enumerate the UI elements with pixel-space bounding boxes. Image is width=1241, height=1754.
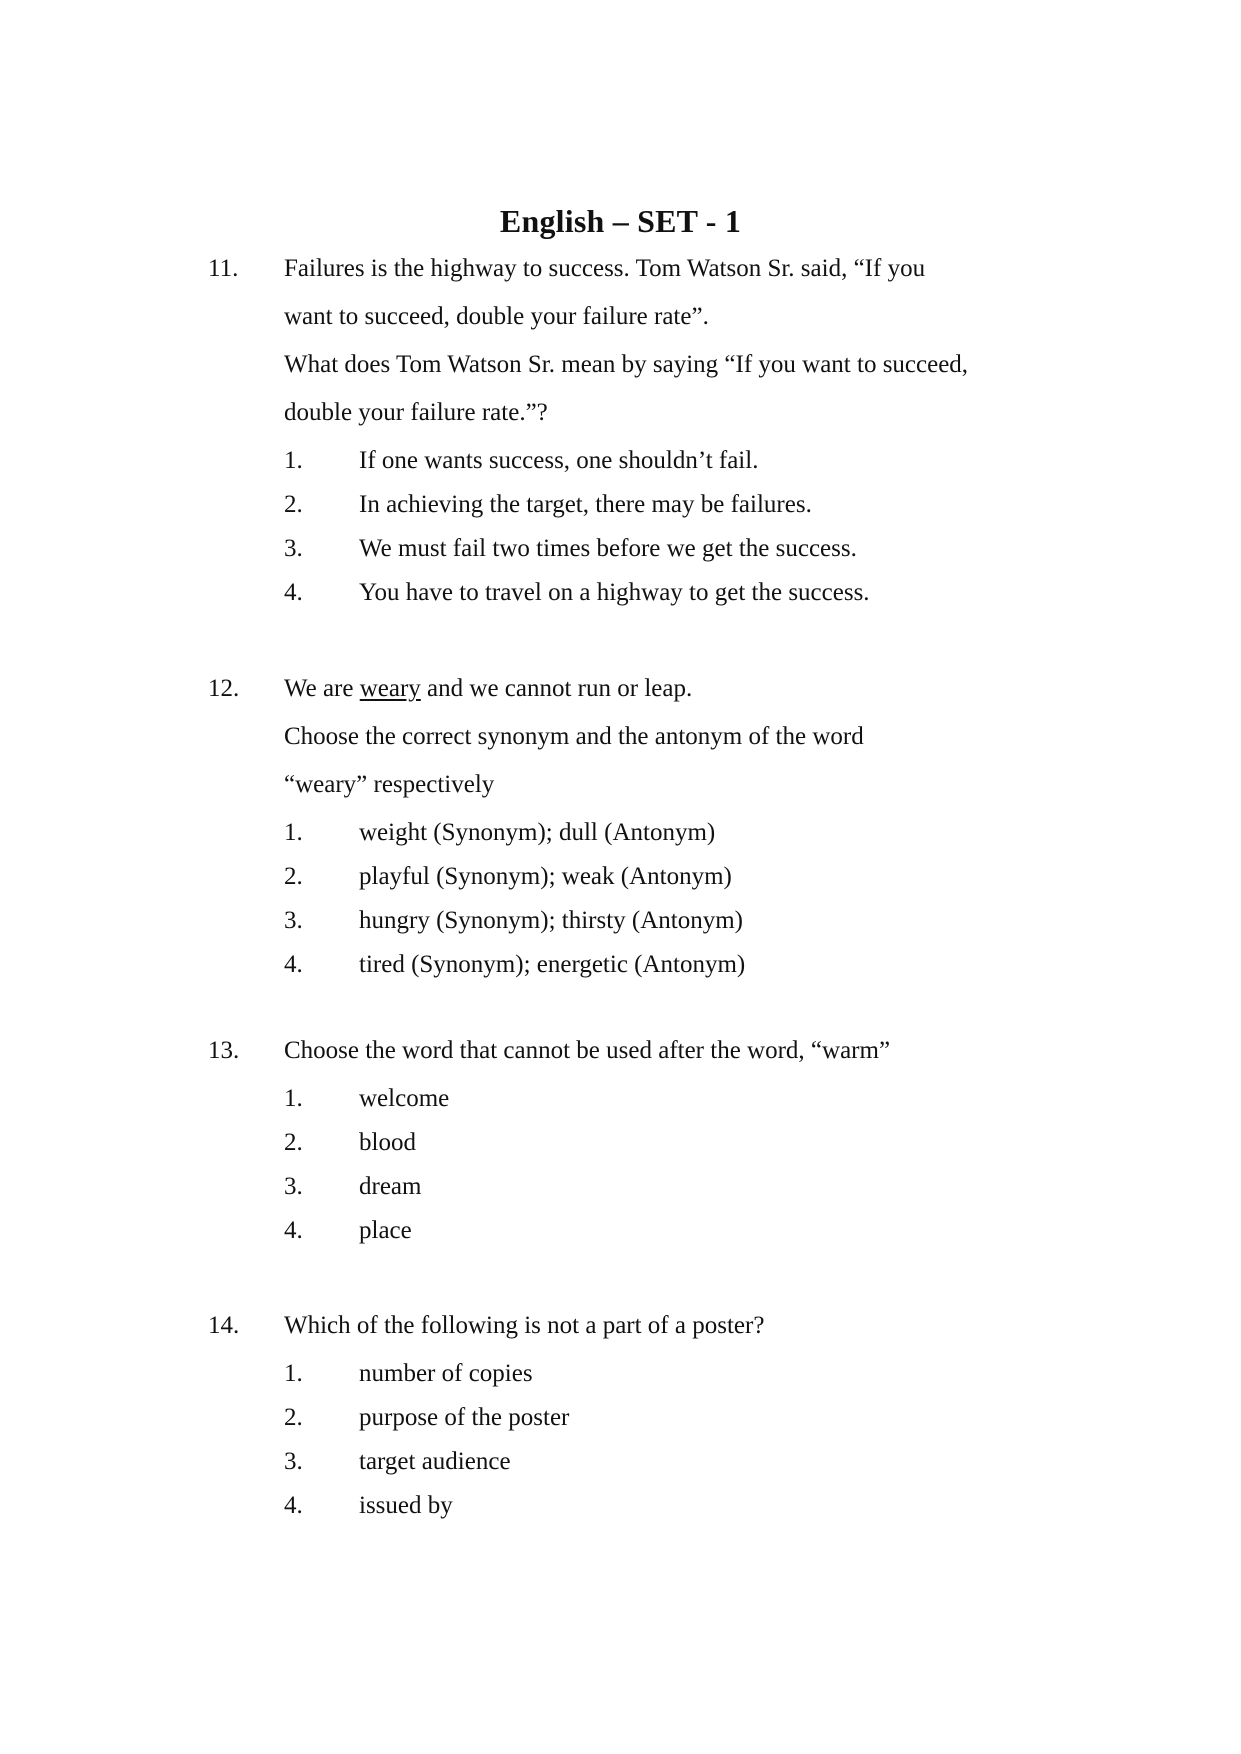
option-number: 4. <box>284 579 303 606</box>
option-number: 1. <box>284 819 303 846</box>
option-text: purpose of the poster <box>359 1404 570 1431</box>
option-number: 2. <box>284 491 303 518</box>
option-text: welcome <box>359 1085 450 1112</box>
option-text: target audience <box>359 1448 511 1475</box>
question-text-line: Failures is the highway to success. Tom Watson Sr. said, “If you <box>284 255 926 282</box>
option-text: weight (Synonym); dull (Antonym) <box>359 819 716 846</box>
option-text: number of copies <box>359 1360 533 1387</box>
question-text-line: “weary” respectively <box>284 771 495 798</box>
option-text: You have to travel on a highway to get the success. <box>359 579 870 606</box>
option-text: We must fail two times before we get the success. <box>359 535 857 562</box>
option-number: 2. <box>284 863 303 890</box>
question-number: 13. <box>208 1037 240 1064</box>
option-text: dream <box>359 1173 422 1200</box>
option-text: In achieving the target, there may be failures. <box>359 491 812 518</box>
question-number: 11. <box>208 255 239 282</box>
question-text-line: Which of the following is not a part of a poster? <box>284 1312 765 1339</box>
question-text-line: What does Tom Watson Sr. mean by saying “If you want to succeed, <box>284 351 969 378</box>
option-text: blood <box>359 1129 416 1156</box>
option-text: hungry (Synonym); thirsty (Antonym) <box>359 907 744 934</box>
option-text: playful (Synonym); weak (Antonym) <box>359 863 732 890</box>
option-number: 1. <box>284 1085 303 1112</box>
underlined-word: weary <box>359 675 421 702</box>
question-text-line: Choose the correct synonym and the antonym of the word <box>284 723 864 750</box>
question-number: 14. <box>208 1312 240 1339</box>
option-number: 3. <box>284 907 303 934</box>
question-text-segment: and we cannot run or leap. <box>420 675 693 702</box>
option-number: 3. <box>284 1173 303 1200</box>
question-text-segment: We are <box>284 675 360 702</box>
option-text: tired (Synonym); energetic (Antonym) <box>359 951 746 978</box>
question-text-line: double your failure rate.”? <box>284 399 548 426</box>
option-number: 1. <box>284 447 303 474</box>
option-text: place <box>359 1217 412 1244</box>
option-text: If one wants success, one shouldn’t fail. <box>359 447 759 474</box>
option-number: 3. <box>284 1448 303 1475</box>
question-text-line <box>284 674 692 704</box>
question-number: 12. <box>208 675 240 702</box>
option-text: issued by <box>359 1492 453 1519</box>
page-title: English – SET - 1 <box>499 203 742 239</box>
question-text-line: Choose the word that cannot be used after the word, “warm” <box>284 1037 891 1064</box>
option-number: 3. <box>284 535 303 562</box>
option-number: 2. <box>284 1129 303 1156</box>
question-text-line: want to succeed, double your failure rate”. <box>284 303 709 330</box>
option-number: 4. <box>284 951 303 978</box>
option-number: 2. <box>284 1404 303 1431</box>
option-number: 4. <box>284 1492 303 1519</box>
option-number: 1. <box>284 1360 303 1387</box>
option-number: 4. <box>284 1217 303 1244</box>
